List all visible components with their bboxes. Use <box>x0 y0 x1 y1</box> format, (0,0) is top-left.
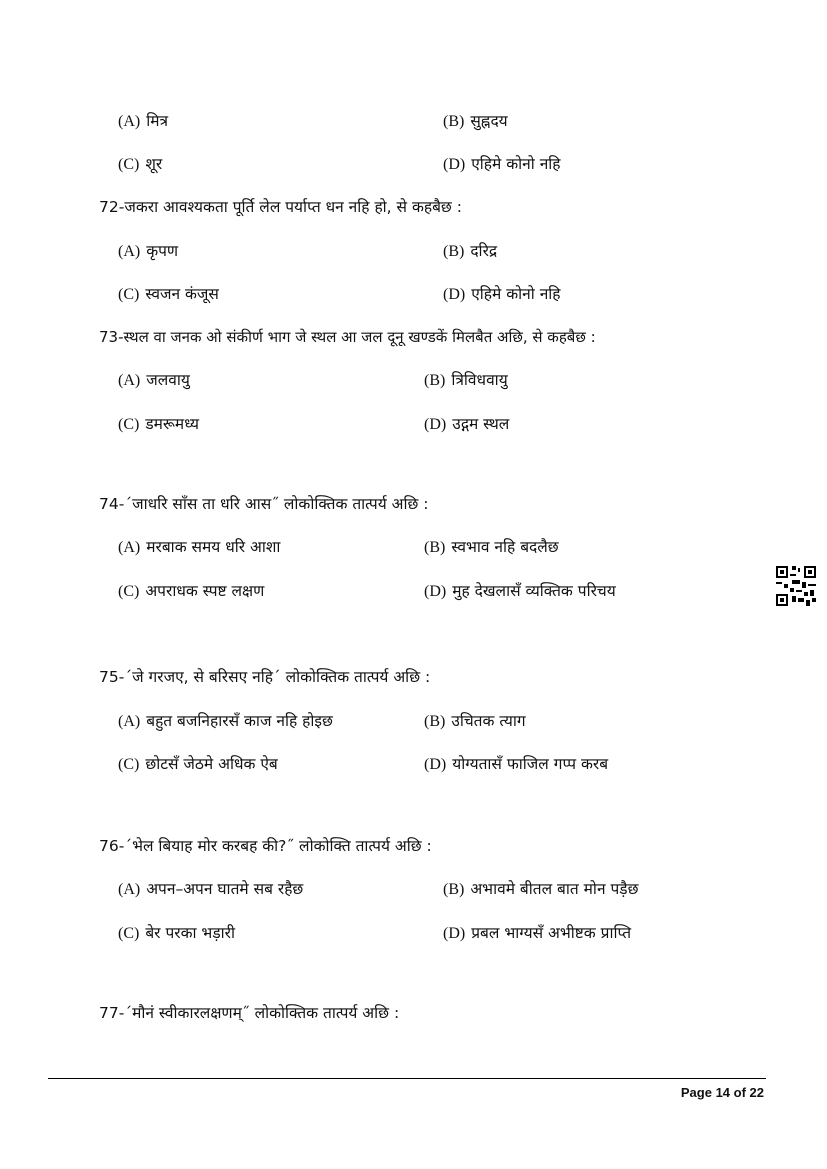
option-text: डमरूमध्य <box>145 415 200 433</box>
option-73-b <box>424 370 508 391</box>
option-text: उद्गम स्थल <box>452 415 510 433</box>
option-label: (A) <box>118 372 141 389</box>
option-73-c <box>118 414 199 435</box>
option-71-b <box>443 111 508 132</box>
option-label: (B) <box>443 113 465 130</box>
option-75-a <box>118 711 333 732</box>
option-text: सुह्नदय <box>470 112 508 130</box>
option-label: (C) <box>118 756 140 773</box>
option-text: कृपण <box>146 242 179 260</box>
footer-divider <box>48 1078 766 1079</box>
option-75-d <box>424 754 608 775</box>
question-77 <box>99 1003 399 1023</box>
option-label: (C) <box>118 286 140 303</box>
option-label: (D) <box>443 925 466 942</box>
option-text: स्वभाव नहि बदलैछ <box>451 538 559 556</box>
question-74 <box>99 494 428 514</box>
option-label: (C) <box>118 416 140 433</box>
option-label: (D) <box>424 756 447 773</box>
question-text: स्थल वा जनक ओ संकीर्ण भाग जे स्थल आ जल दूनू खण्डकें मिलबैत अछि, से कहबैछ : <box>123 328 596 346</box>
option-76-a <box>118 879 303 900</box>
option-label: (B) <box>443 881 465 898</box>
question-number: 73- <box>99 328 124 346</box>
option-label: (B) <box>424 713 446 730</box>
question-text: ´मौनं स्वीकारलक्षणम्˝ लोकोक्तिक तात्पर्य अछि : <box>124 1004 400 1022</box>
option-label: (C) <box>118 925 140 942</box>
question-text: जकरा आवश्यकता पूर्ति लेल पर्याप्त धन नहि हो, से कहबैछ : <box>124 198 462 216</box>
question-number: 72- <box>99 198 125 216</box>
question-75 <box>99 667 430 687</box>
option-label: (C) <box>118 583 140 600</box>
option-text: योग्यतासँ फाजिल गप्प करब <box>452 755 609 773</box>
option-text: बहुत बजनिहारसँ काज नहि होइछ <box>146 712 333 730</box>
option-text: मरबाक समय धरि आशा <box>146 538 281 556</box>
option-text: मित्र <box>146 112 169 130</box>
option-text: एहिमे कोनो नहि <box>471 285 561 303</box>
option-71-a <box>118 111 168 132</box>
option-text: बेर परका भड़ारी <box>145 924 235 942</box>
option-74-c <box>118 581 264 602</box>
option-text: जलवायु <box>146 371 190 389</box>
option-text: शूर <box>145 155 163 173</box>
question-text: ´जाधरि साँस ता धरि आस˝ लोकोक्तिक तात्पर्य अछि : <box>124 495 429 513</box>
option-74-d <box>424 581 616 602</box>
option-text: एहिमे कोनो नहि <box>471 155 561 173</box>
option-label: (A) <box>118 713 141 730</box>
option-text: स्वजन कंजूस <box>145 285 219 303</box>
option-text: मुह देखलासँ व्यक्तिक परिचय <box>452 582 616 600</box>
option-72-d <box>443 284 561 305</box>
option-74-a <box>118 537 280 558</box>
option-text: प्रबल भाग्यसँ अभीष्टक प्राप्ति <box>471 924 632 942</box>
option-text: छोटसँ जेठमे अधिक ऐब <box>145 755 278 773</box>
page-current: 14 <box>715 1085 731 1100</box>
page-total: 22 <box>749 1085 764 1100</box>
option-73-a <box>118 370 190 391</box>
option-label: (B) <box>424 539 446 556</box>
question-text: ´जे गरजए, से बरिसए नहि´ लोकोक्तिक तात्पर्य अछि : <box>124 668 431 686</box>
page-number <box>681 1085 764 1100</box>
question-number: 77- <box>99 1004 125 1022</box>
option-text: अपराधक स्पष्ट लक्षण <box>145 582 265 600</box>
option-label: (A) <box>118 539 141 556</box>
question-number: 75- <box>99 668 125 686</box>
option-label: (A) <box>118 113 141 130</box>
option-72-a <box>118 241 178 262</box>
option-label: (A) <box>118 243 141 260</box>
page-middle: of <box>730 1085 750 1100</box>
option-75-b <box>424 711 526 732</box>
option-label: (D) <box>443 156 466 173</box>
option-label: (B) <box>424 372 446 389</box>
option-text: अभावमे बीतल बात मोन पड़ैछ <box>470 880 639 898</box>
option-label: (D) <box>424 583 447 600</box>
option-label: (A) <box>118 881 141 898</box>
question-text: ´भेल बियाह मोर करबह की?˝ लोकोक्ति तात्पर्य अछि : <box>124 837 432 855</box>
question-number: 74- <box>99 495 125 513</box>
option-label: (D) <box>443 286 466 303</box>
question-72 <box>99 197 462 217</box>
option-72-b <box>443 241 497 262</box>
option-text: अपन–अपन घातमे सब रहैछ <box>146 880 304 898</box>
option-label: (B) <box>443 243 465 260</box>
qr-code-icon <box>776 566 816 606</box>
option-71-d <box>443 154 561 175</box>
option-76-b <box>443 879 638 900</box>
option-74-b <box>424 537 559 558</box>
question-73 <box>99 327 596 347</box>
option-76-c <box>118 923 235 944</box>
option-text: उचितक त्याग <box>451 712 526 730</box>
option-71-c <box>118 154 162 175</box>
question-number: 76- <box>99 837 125 855</box>
option-text: दरिद्र <box>470 242 498 260</box>
page-prefix: Page <box>680 1085 716 1100</box>
option-72-c <box>118 284 219 305</box>
question-76 <box>99 836 432 856</box>
option-text: त्रिविधवायु <box>451 371 508 389</box>
option-75-c <box>118 754 278 775</box>
option-76-d <box>443 923 631 944</box>
option-label: (D) <box>424 416 447 433</box>
option-73-d <box>424 414 509 435</box>
option-label: (C) <box>118 156 140 173</box>
